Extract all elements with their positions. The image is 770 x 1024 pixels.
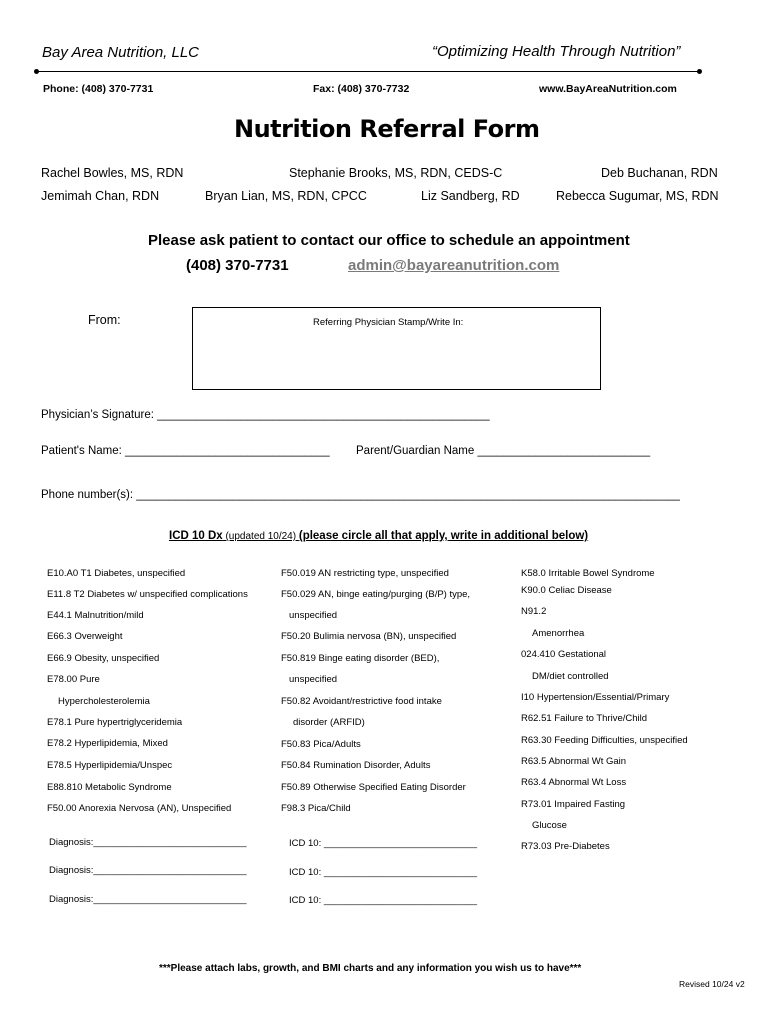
revision-label: Revised 10/24 v2 [679,979,745,989]
icd-code-item[interactable]: R63.5 Abnormal Wt Gain [521,756,627,767]
icd-code-item[interactable]: R73.03 Pre-Diabetes [521,841,610,852]
phone-numbers-field[interactable]: Phone number(s): _____________________________________________________________________________________ [41,489,680,501]
icd-code-item[interactable]: E44.1 Malnutrition/mild [47,610,144,621]
icd-heading: ICD 10 Dx (updated 10/24) (please circle all that apply, write in additional below) [169,530,589,542]
icd-code-item[interactable]: F50.89 Otherwise Specified Eating Disorder [281,782,466,793]
icd-code-item[interactable]: I10 Hypertension/Essential/Primary [521,692,670,703]
icd-code-item[interactable]: F50.20 Bulimia nervosa (BN), unspecified [281,631,457,642]
icd-code-item[interactable]: F50.00 Anorexia Nervosa (AN), Unspecified [47,803,232,814]
diagnosis-write-in-field[interactable]: Diagnosis:_____________________________ [49,837,247,848]
diagnosis-write-in-field[interactable]: Diagnosis:_____________________________ [49,865,247,876]
icd-code-item-continued[interactable]: unspecified [289,610,338,621]
icd10-write-in-field[interactable]: ICD 10: _____________________________ [289,895,478,906]
icd-code-item[interactable]: E78.1 Pure hypertriglyceridemia [47,717,183,728]
icd-code-item-continued[interactable]: Amenorrhea [532,628,585,639]
icd-code-item[interactable]: E66.3 Overweight [47,631,123,642]
form-title: Nutrition Referral Form [234,115,540,143]
icd-code-item[interactable]: R63.4 Abnormal Wt Loss [521,777,627,788]
tagline: “Optimizing Health Through Nutrition” [432,43,681,60]
diagnosis-write-in-field[interactable]: Diagnosis:_____________________________ [49,894,247,905]
website: www.BayAreaNutrition.com [539,83,677,95]
office-phone: Phone: (408) 370-7731 [43,83,154,95]
icd-code-item[interactable]: F50.819 Binge eating disorder (BED), [281,653,440,664]
icd-code-item[interactable]: E66.9 Obesity, unspecified [47,653,160,664]
icd-code-item[interactable]: K58.0 Irritable Bowel Syndrome [521,568,655,579]
staff-name: Bryan Lian, MS, RDN, CPCC [205,189,367,203]
icd-code-item[interactable]: E88.810 Metabolic Syndrome [47,782,172,793]
staff-name: Jemimah Chan, RDN [41,189,160,203]
icd-code-item[interactable]: F50.82 Avoidant/restrictive food intake [281,696,442,707]
icd-code-item[interactable]: E10.A0 T1 Diabetes, unspecified [47,568,186,579]
icd-code-item[interactable]: F50.83 Pica/Adults [281,739,361,750]
office-fax: Fax: (408) 370-7732 [313,83,410,95]
contact-phone: (408) 370-7731 [186,257,289,274]
icd-code-item[interactable]: R73.01 Impaired Fasting [521,799,626,810]
icd-code-item[interactable]: F50.019 AN restricting type, unspecified [281,568,449,579]
icd-code-item[interactable]: R62.51 Failure to Thrive/Child [521,713,648,724]
appointment-instruction: Please ask patient to contact our office to schedule an appointment [148,232,630,249]
icd-code-item-continued[interactable]: unspecified [289,674,338,685]
stamp-box-label: Referring Physician Stamp/Write In: [313,317,464,328]
from-label: From: [88,313,121,327]
icd-code-item-continued[interactable]: Hypercholesterolemia [58,696,150,707]
icd-code-item[interactable]: E11.8 T2 Diabetes w/ unspecified complications [47,589,248,600]
icd-code-item[interactable]: F50.029 AN, binge eating/purging (B/P) type, [281,589,471,600]
icd-code-item-continued[interactable]: DM/diet controlled [532,671,609,682]
icd-code-item[interactable]: F98.3 Pica/Child [281,803,351,814]
icd10-write-in-field[interactable]: ICD 10: _____________________________ [289,838,478,849]
icd-code-item[interactable]: 024.410 Gestational [521,649,607,660]
company-name: Bay Area Nutrition, LLC [42,44,200,61]
icd-code-item[interactable]: R63.30 Feeding Difficulties, unspecified [521,735,688,746]
icd-code-item[interactable]: E78.5 Hyperlipidemia/Unspec [47,760,173,771]
icd-code-item[interactable]: F50.84 Rumination Disorder, Adults [281,760,431,771]
staff-name: Rachel Bowles, MS, RDN [41,166,184,180]
icd-code-item[interactable]: E78.2 Hyperlipidemia, Mixed [47,738,168,749]
attachment-note: ***Please attach labs, growth, and BMI charts and any information you wish us to have*** [159,963,582,974]
icd10-write-in-field[interactable]: ICD 10: _____________________________ [289,867,478,878]
staff-name: Rebecca Sugumar, MS, RDN [556,189,719,203]
contact-email-link[interactable]: admin@bayareanutrition.com [348,257,560,274]
physician-signature-field[interactable]: Physician’s Signature: ____________________________________________________ [41,409,490,421]
icd-code-item[interactable]: N91.2 [521,606,547,617]
icd-code-item[interactable]: E78.00 Pure [47,674,100,685]
icd-code-item-continued[interactable]: disorder (ARFID) [293,717,365,728]
icd-code-item-continued[interactable]: Glucose [532,820,567,831]
physician-stamp-box[interactable] [192,307,601,390]
staff-name: Liz Sandberg, RD [421,189,520,203]
patient-name-field[interactable]: Patient's Name: ________________________________ [41,445,330,457]
icd-code-item[interactable]: K90.0 Celiac Disease [521,585,612,596]
header-rule [38,71,698,72]
staff-name: Stephanie Brooks, MS, RDN, CEDS-C [289,166,503,180]
guardian-name-field[interactable]: Parent/Guardian Name ___________________________ [356,445,651,457]
staff-name: Deb Buchanan, RDN [601,166,718,180]
